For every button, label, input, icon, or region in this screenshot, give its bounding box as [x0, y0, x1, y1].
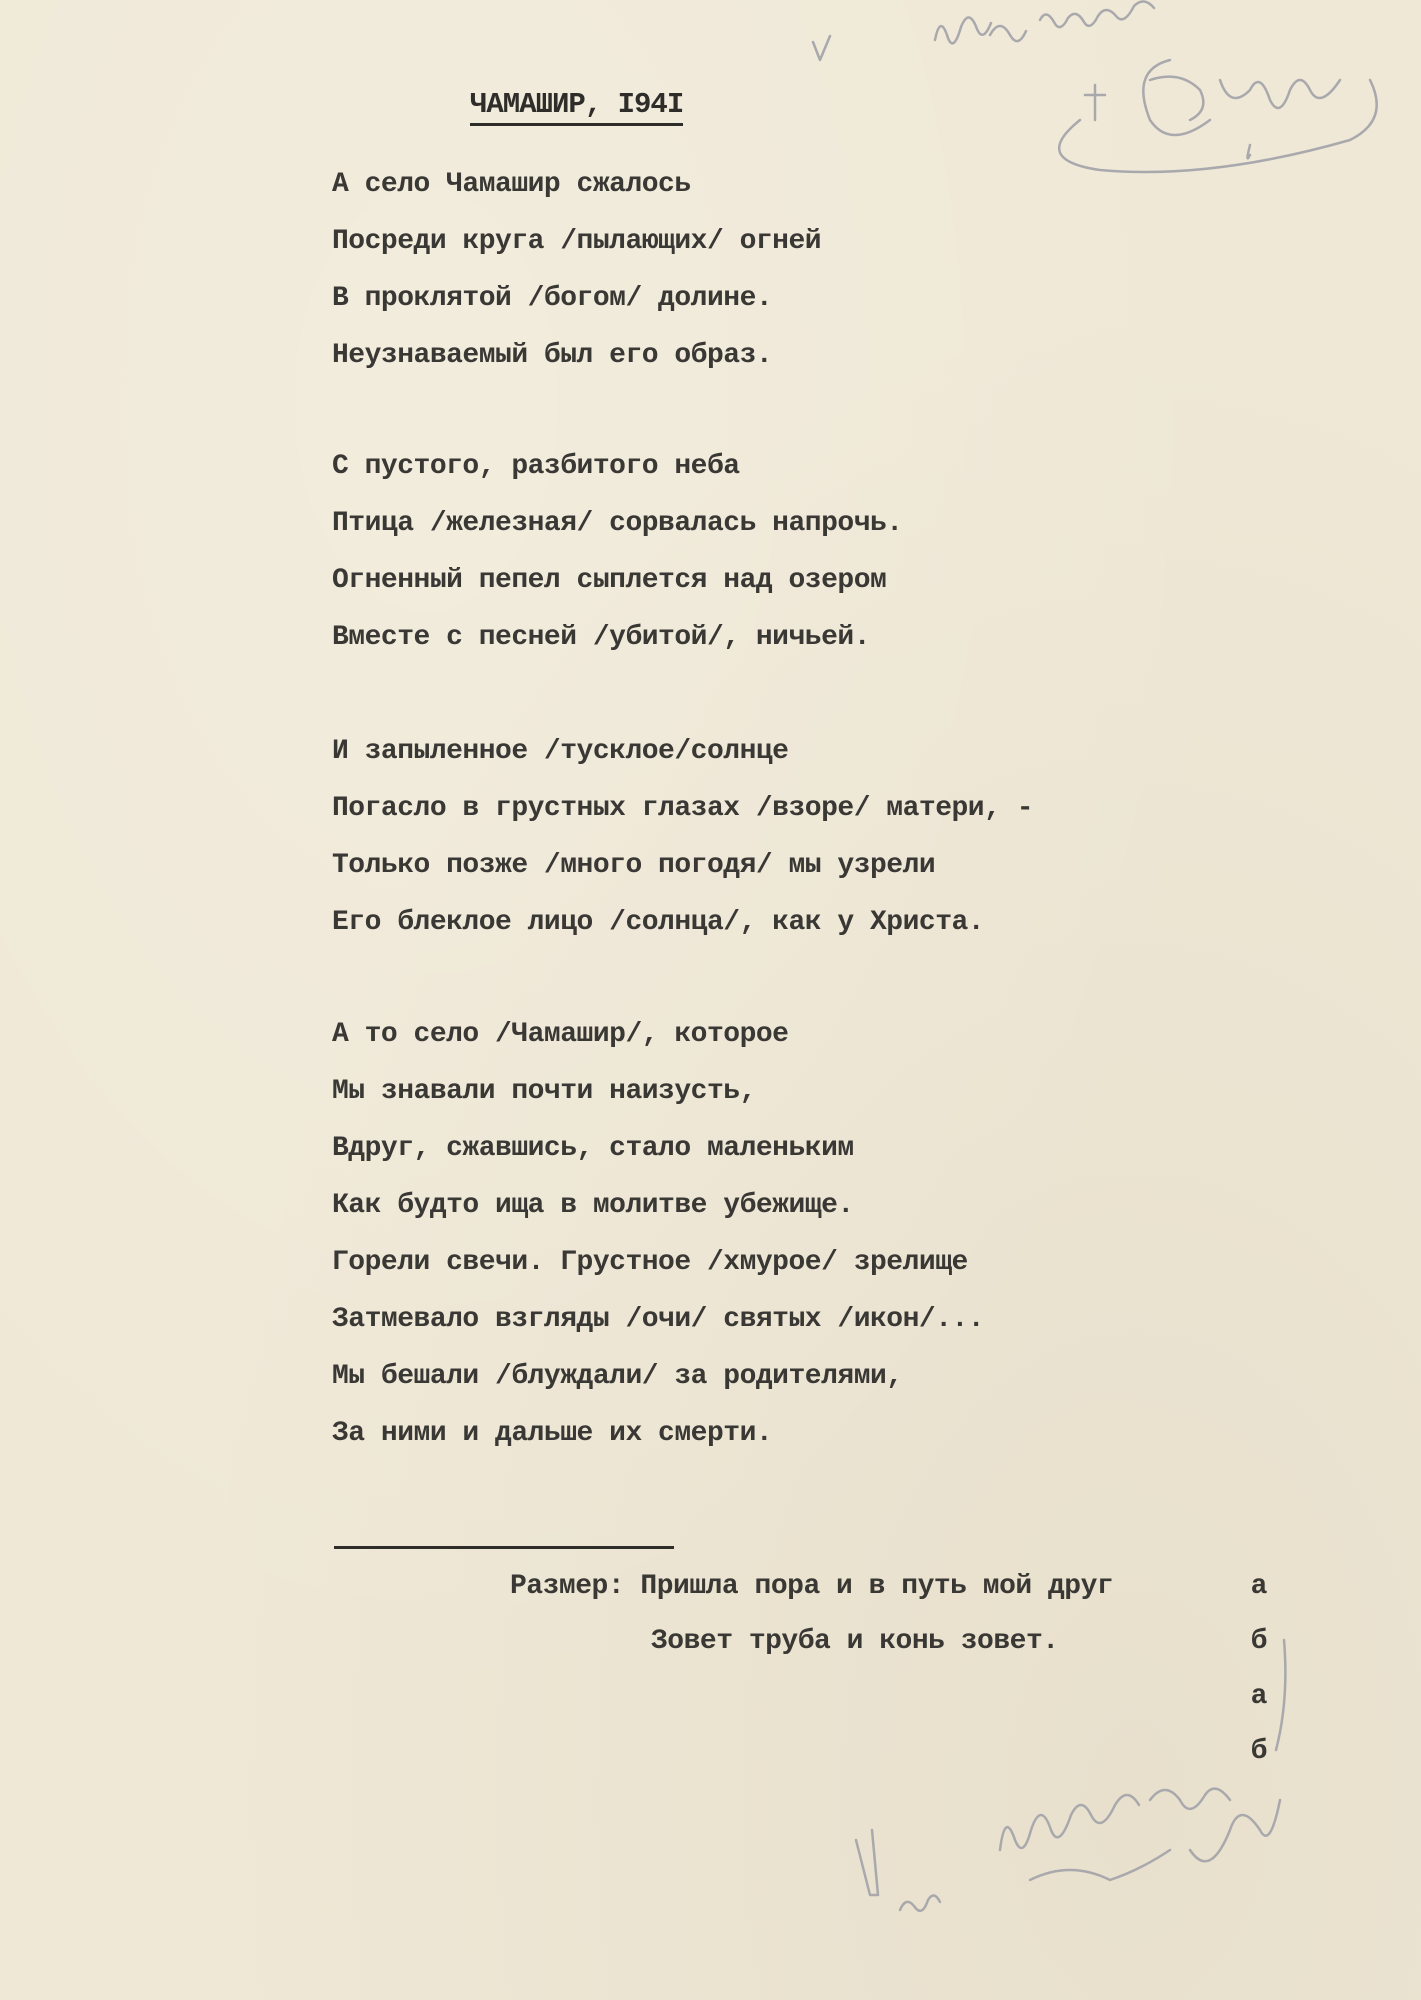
- poem-line: А то село /Чамашир/, которое: [332, 1019, 789, 1050]
- poem-line: Как будто ища в молитве убежище.: [332, 1190, 854, 1221]
- poem-line: Вдруг, сжавшись, стало маленьким: [332, 1133, 854, 1164]
- poem-line: Мы знавали почти наизусть,: [332, 1076, 756, 1107]
- meter-line-1: Размер: Пришла пора и в путь мой друг: [510, 1571, 1114, 1602]
- poem-line: Посреди круга /пылающих/ огней: [332, 226, 822, 257]
- handwritten-scribble: [1000, 1789, 1280, 1880]
- poem-line: Неузнаваемый был его образ.: [332, 340, 773, 371]
- check-mark-icon: [856, 1830, 878, 1895]
- handwritten-plus: [1085, 85, 1105, 120]
- poem-line: Затмевало взгляды /очи/ святых /икон/...: [332, 1304, 985, 1335]
- poem-line: Горели свечи. Грустное /хмурое/ зрелище: [332, 1247, 968, 1278]
- handwritten-scribble: [900, 1895, 940, 1910]
- poem-line: И запыленное /тусклое/солнце: [332, 736, 789, 767]
- handwritten-scribble: [1143, 60, 1340, 158]
- poem-line: За ними и дальше их смерти.: [332, 1418, 773, 1449]
- rhyme-letter: а: [1250, 1571, 1268, 1602]
- rhyme-letter: а: [1250, 1681, 1268, 1712]
- poem-line: Огненный пепел сыплется над озером: [332, 565, 887, 596]
- stanza-2: [332, 438, 903, 666]
- poem-line: Птица /железная/ сорвалась напрочь.: [332, 508, 903, 539]
- poem-line: Погасло в грустных глазах /взоре/ матери, -: [332, 793, 1034, 824]
- poem-line: Только позже /много погодя/ мы узрели: [332, 850, 936, 881]
- poem-line: Мы бешали /блуждали/ за родителями,: [332, 1361, 903, 1392]
- poem-line: А село Чамашир сжалось: [332, 169, 691, 200]
- stanza-3: [332, 723, 1033, 951]
- stanza-4: [332, 1006, 984, 1462]
- poem-title: ЧАМАШИР, I94I: [470, 88, 683, 126]
- poem-line: Его блеклое лицо /солнца/, как у Христа.: [332, 907, 985, 938]
- bracket-line: [1276, 1640, 1285, 1750]
- poem-line: С пустого, разбитого неба: [332, 451, 740, 482]
- handwritten-scribble: [935, 1, 1154, 43]
- poem-line: В проклятой /богом/ долине.: [332, 283, 773, 314]
- meter-line-2: Зовет труба и конь зовет.: [651, 1626, 1059, 1657]
- poem-line: Вместе с песней /убитой/, ничьей.: [332, 622, 870, 653]
- divider-rule: [334, 1546, 674, 1549]
- rhyme-letter: б: [1250, 1736, 1268, 1767]
- handwritten-loop: [1059, 80, 1377, 172]
- check-mark-icon: [813, 36, 830, 60]
- stanza-1: [332, 156, 821, 384]
- rhyme-letter: б: [1250, 1626, 1268, 1657]
